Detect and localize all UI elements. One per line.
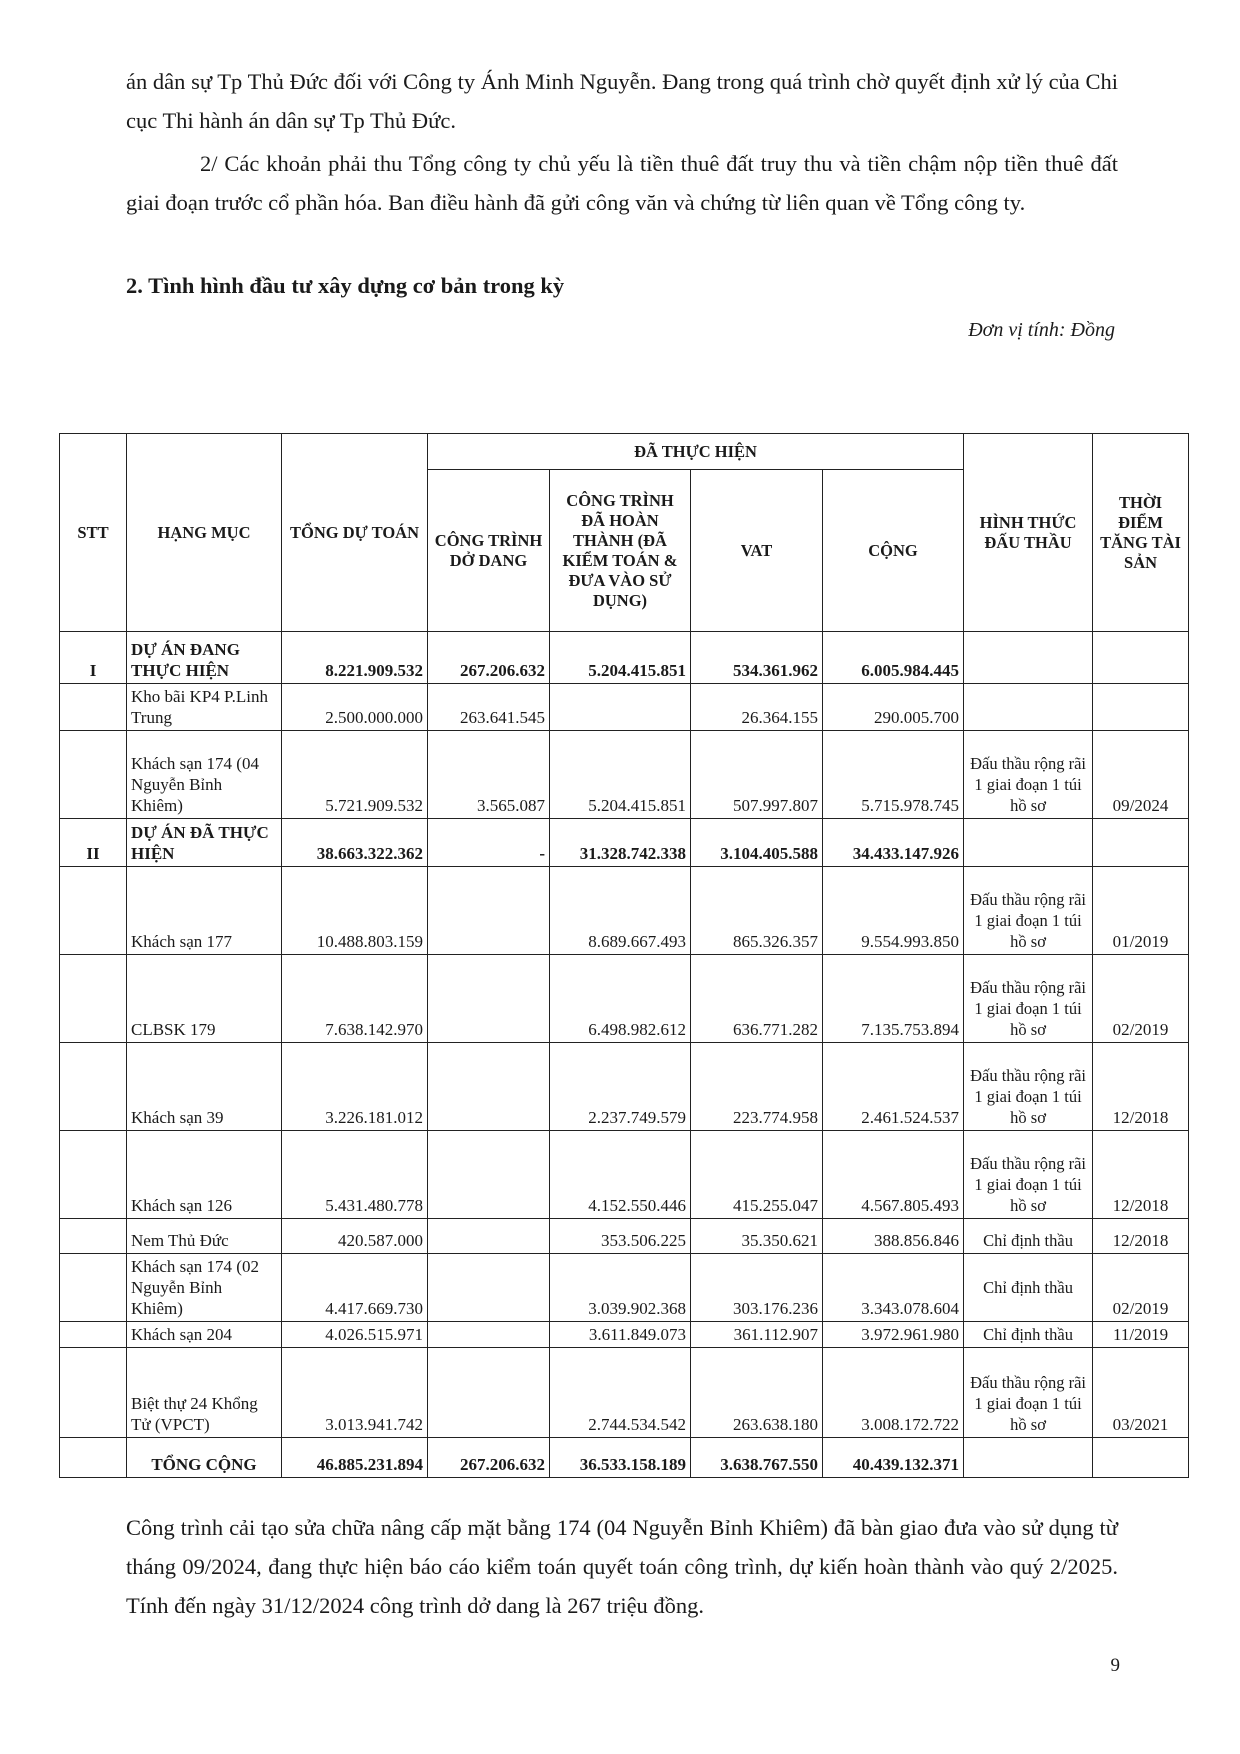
row-cong: 3.972.961.980	[823, 1322, 964, 1348]
investment-table	[59, 433, 1189, 1478]
row-name: Khách sạn 177	[127, 867, 282, 955]
row-thoi-diem: 01/2019	[1093, 867, 1189, 955]
row-cong: 3.008.172.722	[823, 1348, 964, 1438]
total-tong-du-toan: 46.885.231.894	[282, 1438, 428, 1478]
row-do-dang: 267.206.632	[428, 632, 550, 684]
row-name: Khách sạn 204	[127, 1322, 282, 1348]
row-vat: 263.638.180	[691, 1348, 823, 1438]
row-hoan-thanh: 3.039.902.368	[550, 1254, 691, 1322]
row-name: Khách sạn 174 (04 Nguyễn Bỉnh Khiêm)	[127, 731, 282, 819]
row-thoi-diem: 02/2019	[1093, 1254, 1189, 1322]
row-name: Nem Thủ Đức	[127, 1219, 282, 1254]
intro-paragraph-continuation: án dân sự Tp Thủ Đức đối với Công ty Ánh Minh Nguyễn. Đang trong quá trình chờ quyết định xử lý của Chi cục Thi hành án dân sự Tp Thủ Đức.	[126, 69, 1118, 133]
row-hinh-thuc: Chỉ định thầu	[964, 1254, 1093, 1322]
row-cong: 3.343.078.604	[823, 1254, 964, 1322]
row-hoan-thanh: 8.689.667.493	[550, 867, 691, 955]
col-hinh-thuc-header: HÌNH THỨC ĐẤU THẦU	[964, 434, 1093, 632]
row-do-dang: 3.565.087	[428, 731, 550, 819]
row-hoan-thanh: 31.328.742.338	[550, 819, 691, 867]
row-hoan-thanh	[550, 684, 691, 731]
row-tong-du-toan: 7.638.142.970	[282, 955, 428, 1043]
row-tong-du-toan: 420.587.000	[282, 1219, 428, 1254]
table-row	[60, 867, 1189, 955]
row-do-dang	[428, 1254, 550, 1322]
row-cong: 290.005.700	[823, 684, 964, 731]
table-row	[60, 955, 1189, 1043]
row-hinh-thuc: Chỉ định thầu	[964, 1322, 1093, 1348]
table-row	[60, 1254, 1189, 1322]
row-tong-du-toan: 4.026.515.971	[282, 1322, 428, 1348]
row-name: Khách sạn 174 (02 Nguyễn Bỉnh Khiêm)	[127, 1254, 282, 1322]
row-thoi-diem	[1093, 819, 1189, 867]
row-thoi-diem: 12/2018	[1093, 1043, 1189, 1131]
unit-label: Đơn vị tính: Đồng	[968, 319, 1115, 341]
row-hoan-thanh: 5.204.415.851	[550, 731, 691, 819]
receivables-paragraph: 2/ Các khoản phải thu Tổng công ty chủ yếu là tiền thuê đất truy thu và tiền chậm nộp tiền thuê đất giai đoạn trước cổ phần hóa. Ban điều hành đã gửi công văn và chứng từ liên quan về Tổng công ty.	[126, 151, 1118, 215]
row-hoan-thanh: 6.498.982.612	[550, 955, 691, 1043]
row-stt	[60, 1322, 127, 1348]
row-tong-du-toan: 3.226.181.012	[282, 1043, 428, 1131]
row-stt: I	[60, 632, 127, 684]
row-name: Khách sạn 126	[127, 1131, 282, 1219]
row-do-dang	[428, 867, 550, 955]
header-row-1	[60, 434, 1189, 470]
row-stt	[60, 1219, 127, 1254]
row-stt	[60, 684, 127, 731]
row-hinh-thuc: Đấu thầu rộng rãi 1 giai đoạn 1 túi hồ sơ	[964, 1348, 1093, 1438]
col-stt-header: STT	[60, 434, 127, 632]
row-stt	[60, 867, 127, 955]
row-vat: 223.774.958	[691, 1043, 823, 1131]
col-hang-muc-header: HẠNG MỤC	[127, 434, 282, 632]
row-vat: 35.350.621	[691, 1219, 823, 1254]
row-hinh-thuc: Đấu thầu rộng rãi 1 giai đoạn 1 túi hồ sơ	[964, 955, 1093, 1043]
table-row	[60, 632, 1189, 684]
col-do-dang-header: CÔNG TRÌNH DỞ DANG	[428, 470, 550, 632]
col-cong-header: CỘNG	[823, 470, 964, 632]
row-cong: 2.461.524.537	[823, 1043, 964, 1131]
row-tong-du-toan: 8.221.909.532	[282, 632, 428, 684]
row-thoi-diem: 09/2024	[1093, 731, 1189, 819]
total-label: TỔNG CỘNG	[127, 1438, 282, 1478]
section-title: 2. Tình hình đầu tư xây dựng cơ bản trong kỳ	[126, 273, 565, 298]
row-do-dang: 263.641.545	[428, 684, 550, 731]
row-hinh-thuc	[964, 819, 1093, 867]
row-name: Biệt thự 24 Khổng Tử (VPCT)	[127, 1348, 282, 1438]
table-row	[60, 1348, 1189, 1438]
row-vat: 415.255.047	[691, 1131, 823, 1219]
row-thoi-diem	[1093, 684, 1189, 731]
row-tong-du-toan: 5.721.909.532	[282, 731, 428, 819]
table-row	[60, 819, 1189, 867]
row-do-dang	[428, 1219, 550, 1254]
row-cong: 6.005.984.445	[823, 632, 964, 684]
row-hinh-thuc: Đấu thầu rộng rãi 1 giai đoạn 1 túi hồ sơ	[964, 731, 1093, 819]
row-tong-du-toan: 3.013.941.742	[282, 1348, 428, 1438]
col-vat-header: VAT	[691, 470, 823, 632]
row-stt: II	[60, 819, 127, 867]
total-cong: 40.439.132.371	[823, 1438, 964, 1478]
table-row	[60, 1322, 1189, 1348]
row-cong: 4.567.805.493	[823, 1131, 964, 1219]
row-do-dang	[428, 1131, 550, 1219]
row-hoan-thanh: 5.204.415.851	[550, 632, 691, 684]
row-tong-du-toan: 2.500.000.000	[282, 684, 428, 731]
row-do-dang	[428, 1348, 550, 1438]
col-tong-du-toan-header: TỔNG DỰ TOÁN	[282, 434, 428, 632]
col-hoan-thanh-header: CÔNG TRÌNH ĐÃ HOÀN THÀNH (ĐÃ KIỂM TOÁN & ĐƯA VÀO SỬ DỤNG)	[550, 470, 691, 632]
row-vat: 26.364.155	[691, 684, 823, 731]
row-tong-du-toan: 10.488.803.159	[282, 867, 428, 955]
row-vat: 507.997.807	[691, 731, 823, 819]
table-row	[60, 1219, 1189, 1254]
row-hoan-thanh: 2.237.749.579	[550, 1043, 691, 1131]
row-name: CLBSK 179	[127, 955, 282, 1043]
row-vat: 636.771.282	[691, 955, 823, 1043]
table-row	[60, 1131, 1189, 1219]
total-vat: 3.638.767.550	[691, 1438, 823, 1478]
row-thoi-diem: 03/2021	[1093, 1348, 1189, 1438]
project-status-paragraph: Công trình cải tạo sửa chữa nâng cấp mặt bằng 174 (04 Nguyễn Bỉnh Khiêm) đã bàn giao đưa vào sử dụng từ tháng 09/2024, đang thực hiện báo cáo kiểm toán quyết toán công trình, dự kiến hoàn thành vào quý 2/2025. Tính đến ngày 31/12/2024 công trình dở dang là 267 triệu đồng.	[126, 1515, 1118, 1618]
row-hoan-thanh: 3.611.849.073	[550, 1322, 691, 1348]
row-thoi-diem: 12/2018	[1093, 1219, 1189, 1254]
row-name: DỰ ÁN ĐÃ THỰC HIỆN	[127, 819, 282, 867]
row-do-dang	[428, 955, 550, 1043]
row-hinh-thuc	[964, 632, 1093, 684]
row-stt	[60, 1043, 127, 1131]
row-stt	[60, 731, 127, 819]
row-do-dang	[428, 1322, 550, 1348]
row-hoan-thanh: 353.506.225	[550, 1219, 691, 1254]
row-hinh-thuc: Đấu thầu rộng rãi 1 giai đoạn 1 túi hồ sơ	[964, 867, 1093, 955]
table-row	[60, 1043, 1189, 1131]
row-hinh-thuc	[964, 684, 1093, 731]
row-hoan-thanh: 4.152.550.446	[550, 1131, 691, 1219]
row-stt	[60, 1131, 127, 1219]
row-vat: 303.176.236	[691, 1254, 823, 1322]
row-do-dang	[428, 1043, 550, 1131]
row-tong-du-toan: 5.431.480.778	[282, 1131, 428, 1219]
row-thoi-diem: 12/2018	[1093, 1131, 1189, 1219]
row-vat: 865.326.357	[691, 867, 823, 955]
row-thoi-diem: 02/2019	[1093, 955, 1189, 1043]
row-vat: 3.104.405.588	[691, 819, 823, 867]
row-cong: 9.554.993.850	[823, 867, 964, 955]
row-thoi-diem: 11/2019	[1093, 1322, 1189, 1348]
row-tong-du-toan: 4.417.669.730	[282, 1254, 428, 1322]
row-vat: 361.112.907	[691, 1322, 823, 1348]
row-hinh-thuc: Đấu thầu rộng rãi 1 giai đoạn 1 túi hồ sơ	[964, 1043, 1093, 1131]
row-hinh-thuc: Chỉ định thầu	[964, 1219, 1093, 1254]
table-row	[60, 684, 1189, 731]
row-name: DỰ ÁN ĐANG THỰC HIỆN	[127, 632, 282, 684]
row-cong: 5.715.978.745	[823, 731, 964, 819]
row-do-dang: -	[428, 819, 550, 867]
total-do-dang: 267.206.632	[428, 1438, 550, 1478]
total-thoi-diem	[1093, 1438, 1189, 1478]
row-stt	[60, 1348, 127, 1438]
total-stt	[60, 1438, 127, 1478]
row-cong: 7.135.753.894	[823, 955, 964, 1043]
row-hinh-thuc: Đấu thầu rộng rãi 1 giai đoạn 1 túi hồ sơ	[964, 1131, 1093, 1219]
col-thoi-diem-header: THỜI ĐIỂM TĂNG TÀI SẢN	[1093, 434, 1189, 632]
row-stt	[60, 955, 127, 1043]
row-vat: 534.361.962	[691, 632, 823, 684]
row-cong: 34.433.147.926	[823, 819, 964, 867]
total-hinh-thuc	[964, 1438, 1093, 1478]
row-name: Kho bãi KP4 P.Linh Trung	[127, 684, 282, 731]
row-hoan-thanh: 2.744.534.542	[550, 1348, 691, 1438]
col-da-thuc-hien-header: ĐÃ THỰC HIỆN	[428, 434, 964, 470]
row-stt	[60, 1254, 127, 1322]
row-tong-du-toan: 38.663.322.362	[282, 819, 428, 867]
row-cong: 388.856.846	[823, 1219, 964, 1254]
row-thoi-diem	[1093, 632, 1189, 684]
table-row	[60, 731, 1189, 819]
total-hoan-thanh: 36.533.158.189	[550, 1438, 691, 1478]
row-name: Khách sạn 39	[127, 1043, 282, 1131]
page-number: 9	[1110, 1655, 1120, 1676]
total-row	[60, 1438, 1189, 1478]
